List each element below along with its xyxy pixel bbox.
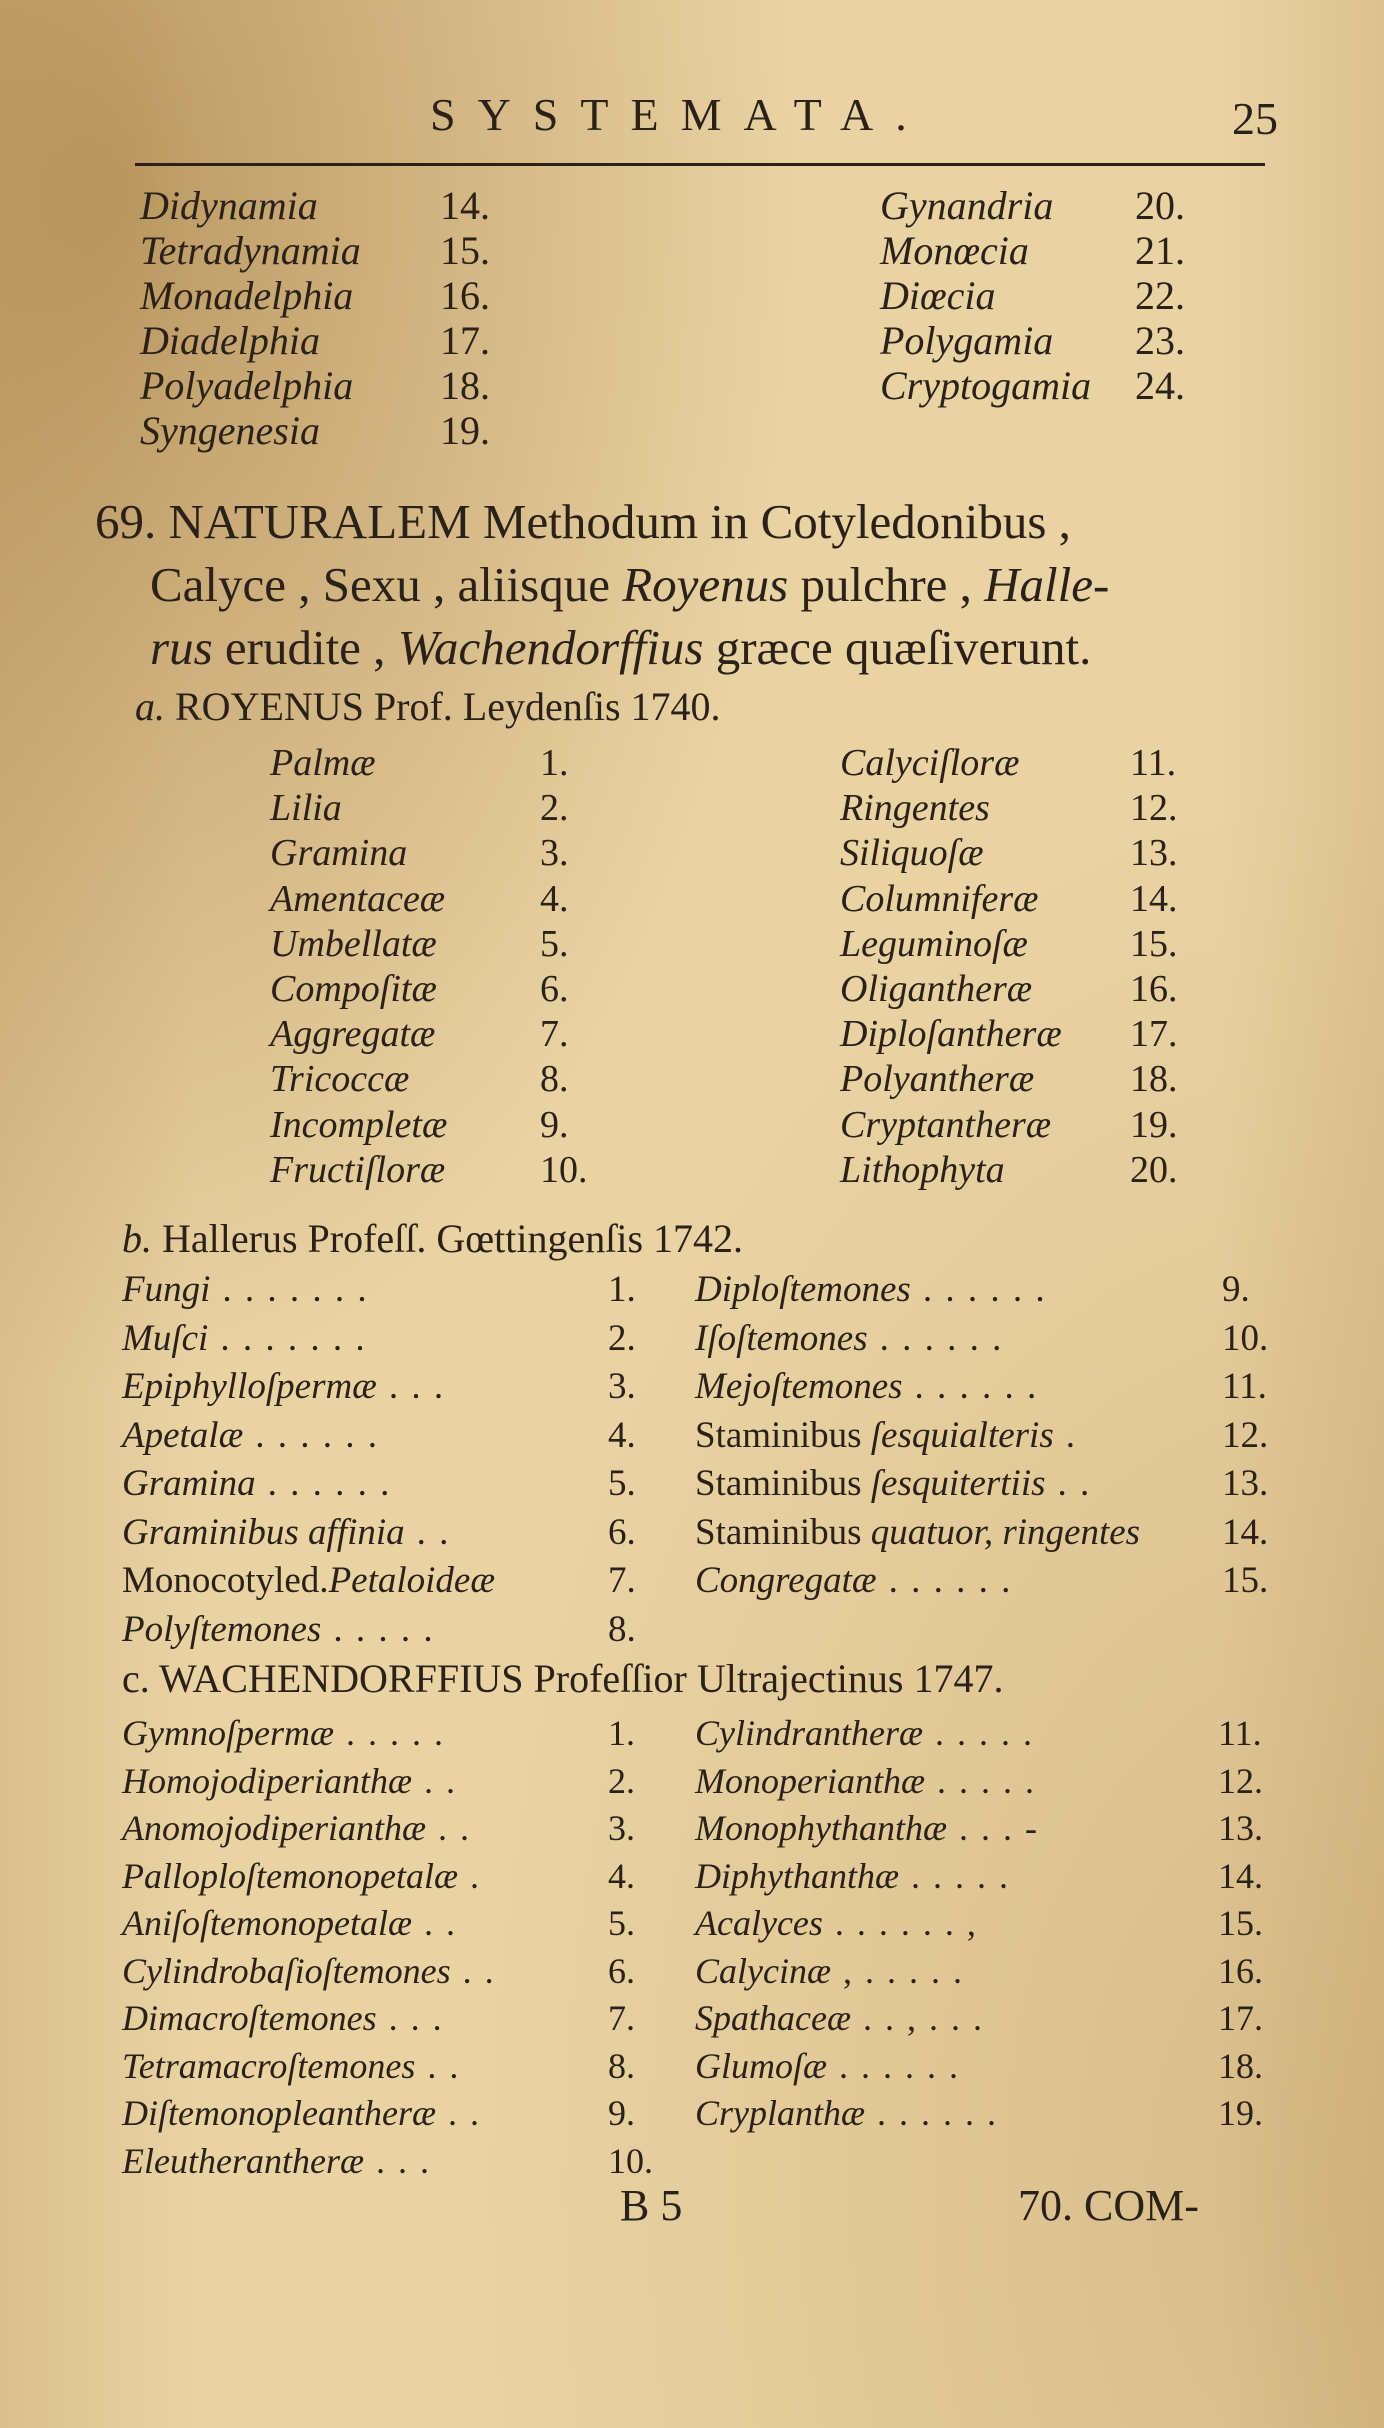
order-name: Gramina [270, 832, 408, 875]
order-number: 10. [1222, 1317, 1269, 1359]
order-number: 10. [540, 1148, 588, 1191]
order-entry [122, 1268, 369, 1311]
order-number: 2. [608, 1317, 636, 1359]
order-number: 5. [608, 1463, 636, 1504]
order-name: Calycinæ [695, 1950, 831, 1991]
section-mark: c. [122, 1656, 150, 1701]
order-number: 7. [608, 1998, 635, 2038]
dot-leader: . . . . . [937, 1760, 1036, 1801]
order-name: Umbellatæ [270, 922, 437, 965]
order-name-italic: Petaloideæ [328, 1560, 496, 1601]
order-name: Lithophyta [840, 1148, 1005, 1191]
order-name: Diploſtemones [695, 1269, 911, 1310]
order-number: 6. [540, 968, 569, 1010]
order-number: 14. [1130, 877, 1178, 920]
dot-leader: . . [438, 1808, 471, 1848]
order-entry [695, 1268, 1047, 1311]
class-name: Diadelphia [140, 318, 320, 363]
dot-leader: . . . . . . . [222, 1269, 369, 1310]
order-number: 10. [608, 2140, 653, 2181]
order-name: Staminibus [695, 1414, 871, 1456]
dot-leader: . . [424, 1760, 458, 1801]
order-name: Anomojodiperianthæ [122, 1808, 426, 1848]
order-entry [695, 1950, 964, 1992]
dot-leader: . . . [388, 1366, 446, 1407]
order-name: Palmæ [270, 742, 376, 784]
order-name: Muſci [122, 1317, 209, 1359]
class-name: Tetradynamia [140, 228, 361, 273]
order-number: 12. [1222, 1414, 1269, 1456]
order-number: 5. [540, 922, 569, 965]
dot-leader: . . . . . . [267, 1463, 392, 1504]
order-name: Cylindrobaſioſtemones [122, 1950, 451, 1991]
order-number: 13. [1218, 1808, 1263, 1848]
order-name: Graminibus affinia [122, 1511, 405, 1553]
order-number: 1. [608, 1269, 636, 1310]
header-rule [135, 163, 1265, 166]
class-name: Didynamia [140, 183, 318, 228]
order-entry [695, 1462, 1091, 1505]
order-number: 4. [608, 1414, 636, 1456]
order-number: 3. [608, 1366, 636, 1407]
order-name: Leguminoſæ [840, 922, 1028, 965]
dot-leader: . . , . . . [862, 1998, 984, 2038]
order-number: 9. [1222, 1269, 1250, 1310]
order-number: 3. [608, 1808, 635, 1848]
order-entry [695, 1317, 1003, 1360]
order-entry [122, 1511, 450, 1554]
order-name: Lilia [270, 787, 342, 830]
paragraph-69 [95, 490, 1325, 679]
order-entry [695, 1902, 978, 1944]
order-number: 12. [1130, 787, 1178, 830]
order-entry [695, 1855, 1010, 1897]
class-number: 17. [440, 318, 490, 363]
paragraph-number: 69. [95, 494, 157, 549]
order-name: Apetalæ [122, 1414, 244, 1456]
order-name: Iſoſtemones [695, 1317, 868, 1359]
dot-leader: . . [462, 1950, 496, 1991]
order-name: Incompletæ [270, 1103, 448, 1146]
order-number: 12. [1218, 1760, 1263, 1801]
order-number: 1. [608, 1713, 635, 1753]
order-number: 19. [1218, 2093, 1263, 2133]
dot-leader: . [469, 1855, 481, 1896]
class-name: Diœcia [880, 273, 996, 318]
paragraph-line [95, 616, 1325, 679]
order-entry [122, 2092, 481, 2134]
order-entry [122, 1317, 367, 1360]
dot-leader: . . . . . [333, 1608, 435, 1650]
dot-leader: . . . . . . [888, 1560, 1013, 1601]
order-name: Gramina [122, 1463, 256, 1504]
order-name: Diſtemonopleantheræ [122, 2093, 436, 2133]
order-number: 20. [1130, 1148, 1178, 1191]
order-name: Amentaceæ [270, 877, 446, 920]
order-name: Calyciſloræ [840, 742, 1020, 784]
order-entry [122, 1902, 457, 1944]
section-mark: b. [122, 1216, 152, 1261]
order-entry [122, 1365, 445, 1408]
order-number: 15. [1130, 922, 1178, 965]
section-heading-hallerus [122, 1215, 743, 1262]
author-name: rus [150, 620, 213, 675]
order-entry [695, 2092, 998, 2134]
order-entry [695, 2045, 960, 2087]
order-number: 5. [608, 1903, 635, 1943]
order-name: Monophythanthæ [695, 1808, 947, 1848]
dot-leader: . . . [375, 2140, 431, 2181]
section-title: WACHENDORFFIUS Profeſſior Ultrajectinus 1747. [159, 1656, 1004, 1701]
order-name: Siliquoſæ [840, 832, 984, 875]
order-number: 3. [540, 832, 569, 875]
dot-leader: . [1065, 1414, 1077, 1456]
order-name: Acalyces [695, 1903, 823, 1943]
running-head: SYSTEMATA. [430, 89, 929, 140]
order-number: 8. [540, 1058, 569, 1101]
order-name: Staminibus [695, 1511, 871, 1553]
paragraph-text: erudite , [212, 620, 398, 675]
dot-leader: . . . . . [911, 1855, 1010, 1896]
dot-leader: . . [423, 1903, 457, 1943]
dot-leader: . . . . . [935, 1713, 1035, 1753]
order-number: 9. [608, 2093, 635, 2133]
order-entry [695, 1760, 1036, 1802]
section-title: ROYENUS Prof. Leydenſis 1740. [175, 684, 721, 729]
order-name: Palloploſtemonopetalæ [122, 1855, 458, 1896]
order-entry [122, 1608, 435, 1651]
order-number: 2. [540, 787, 569, 830]
dot-leader: . . . . . . [914, 1366, 1039, 1407]
order-number: 4. [540, 877, 569, 920]
order-name: Congregatæ [695, 1560, 877, 1601]
class-number: 21. [1135, 228, 1185, 273]
class-number: 16. [440, 273, 490, 318]
order-entry [122, 1997, 444, 2039]
order-name: Compoſitæ [270, 968, 437, 1010]
order-name: Homojodiperianthæ [122, 1760, 413, 1801]
order-name-italic: ſesquitertiis [870, 1463, 1046, 1504]
class-name: Monadelphia [140, 273, 354, 318]
order-number: 6. [608, 1511, 636, 1553]
class-number: 14. [440, 183, 490, 228]
order-number: 6. [608, 1950, 635, 1991]
order-number: 2. [608, 1760, 635, 1801]
order-name: Glumoſæ [695, 2045, 828, 2086]
order-number: 13. [1222, 1463, 1269, 1504]
order-entry [695, 1712, 1034, 1754]
signature-mark: B 5 [620, 2181, 683, 2230]
order-entry [122, 1712, 445, 1754]
order-entry [122, 2045, 460, 2087]
order-entry [695, 1511, 1152, 1554]
order-name: Staminibus [695, 1463, 871, 1504]
dot-leader: . . [427, 2045, 461, 2086]
order-entry [695, 1997, 984, 2039]
dot-leader: . . . . . . [839, 2045, 961, 2086]
class-number: 15. [440, 228, 490, 273]
order-entry [122, 1462, 391, 1505]
order-name-italic: ſesquialteris [870, 1414, 1054, 1456]
order-name: Epiphylloſpermæ [122, 1366, 377, 1407]
dot-leader: , . . . . . [842, 1950, 964, 1991]
section-mark: a. [135, 684, 165, 729]
dot-leader: . . . . . . [922, 1269, 1047, 1310]
order-name: Columniferæ [840, 877, 1039, 920]
class-number: 20. [1135, 183, 1185, 228]
order-number: 8. [608, 2045, 635, 2086]
order-name: Ringentes [840, 787, 990, 830]
order-entry [122, 1807, 471, 1849]
paragraph-line [95, 553, 1325, 616]
order-name: Cryptantheræ [840, 1103, 1052, 1146]
class-name: Monœcia [880, 228, 1029, 273]
order-number: 18. [1218, 2045, 1263, 2086]
section-heading-wachendorffius [122, 1655, 1003, 1702]
order-entry [695, 1807, 1039, 1849]
order-number: 16. [1130, 968, 1178, 1010]
catchword: 70. COM- [1018, 2181, 1199, 2230]
order-entry [695, 1414, 1077, 1457]
order-number: 11. [1130, 742, 1177, 784]
dot-leader: . . . . . . . [220, 1317, 367, 1359]
order-name: Diploſantheræ [840, 1013, 1062, 1056]
order-name: Polyantheræ [840, 1058, 1035, 1101]
order-number: 16. [1218, 1950, 1263, 1991]
dot-leader: . . . . . . [255, 1414, 380, 1456]
order-name: Eleutherantheræ [122, 2140, 364, 2181]
dot-leader: . . . . . . [877, 2093, 999, 2133]
order-name: Fungi [122, 1269, 211, 1310]
order-name-italic: quatuor, ringentes [870, 1511, 1141, 1553]
class-number: 24. [1135, 363, 1185, 408]
order-entry [122, 1559, 507, 1602]
order-name: Monocotyled. [122, 1560, 329, 1601]
class-name: Gynandria [880, 183, 1054, 228]
order-name: Dimacroſtemones [122, 1998, 377, 2038]
dot-leader: . . [1057, 1463, 1092, 1504]
order-entry [122, 1414, 379, 1457]
order-number: 17. [1130, 1013, 1178, 1056]
dot-leader: . . . . . [345, 1713, 445, 1753]
order-number: 9. [540, 1103, 569, 1146]
class-name: Polygamia [880, 318, 1054, 363]
order-entry [695, 1365, 1038, 1408]
dot-leader: . . . [388, 1998, 444, 2038]
order-name: Cylindrantheræ [695, 1713, 924, 1753]
paragraph-line [95, 490, 1325, 553]
order-name: Diphythanthæ [695, 1855, 899, 1896]
order-number: 11. [1218, 1713, 1262, 1753]
paragraph-text: pulchre , [788, 557, 985, 612]
paragraph-text: græce quæſiverunt. [703, 620, 1092, 675]
order-name: Monoperianthæ [695, 1760, 925, 1801]
page-number: 25 [1232, 93, 1278, 144]
order-name: Mejoſtemones [695, 1366, 903, 1407]
author-name: Halle- [984, 557, 1110, 612]
order-entry [122, 2140, 431, 2182]
order-number: 14. [1218, 1855, 1263, 1896]
class-number: 23. [1135, 318, 1185, 363]
order-number: 19. [1130, 1103, 1178, 1146]
order-name: Gymnoſpermæ [122, 1713, 334, 1753]
order-number: 14. [1222, 1511, 1269, 1553]
class-name: Polyadelphia [140, 363, 354, 408]
dot-leader: . . . . . . , [834, 1903, 978, 1943]
order-entry [695, 1559, 1012, 1602]
order-entry [122, 1855, 481, 1897]
class-number: 19. [440, 408, 490, 453]
section-heading-royenus [135, 683, 721, 730]
order-name: Oligantheræ [840, 968, 1033, 1010]
dot-leader: . . . . . . [879, 1317, 1004, 1359]
author-name: Royenus [622, 557, 789, 612]
order-number: 17. [1218, 1998, 1263, 2038]
order-name: Aniſoſtemonopetalæ [122, 1903, 412, 1943]
order-name: Fructiſloræ [270, 1148, 446, 1191]
order-number: 11. [1222, 1366, 1267, 1407]
order-number: 7. [540, 1013, 569, 1056]
dot-leader: . . [447, 2093, 481, 2133]
paragraph-text: Calyce , Sexu , aliisque [150, 557, 623, 612]
paragraph-text: NATURALEM Methodum in Cotyledonibus , [168, 494, 1071, 549]
section-title: Hallerus Profeſſ. Gœttingenſis 1742. [162, 1216, 744, 1261]
order-number: 7. [608, 1560, 636, 1601]
class-name: Syngenesia [140, 408, 320, 453]
order-name: Polyſtemones [122, 1608, 322, 1650]
order-name: Tetramacroſtemones [122, 2045, 416, 2086]
order-number: 8. [608, 1608, 636, 1650]
dot-leader: . . . - [958, 1808, 1039, 1848]
order-number: 13. [1130, 832, 1178, 875]
order-name: Aggregatæ [270, 1013, 436, 1056]
order-entry [122, 1760, 457, 1802]
class-name: Cryptogamia [880, 363, 1092, 408]
class-number: 18. [440, 363, 490, 408]
author-name: Wachendorffius [397, 620, 704, 675]
order-name: Tricoccæ [270, 1058, 410, 1101]
order-number: 4. [608, 1855, 635, 1896]
class-number: 22. [1135, 273, 1185, 318]
dot-leader: . . [416, 1511, 451, 1553]
order-number: 18. [1130, 1058, 1178, 1101]
order-number: 1. [540, 742, 569, 784]
order-name: Spathaceæ [695, 1998, 851, 2038]
order-name: Cryplanthæ [695, 2093, 866, 2133]
order-number: 15. [1222, 1560, 1269, 1601]
order-entry [122, 1950, 496, 1992]
order-number: 15. [1218, 1903, 1263, 1943]
